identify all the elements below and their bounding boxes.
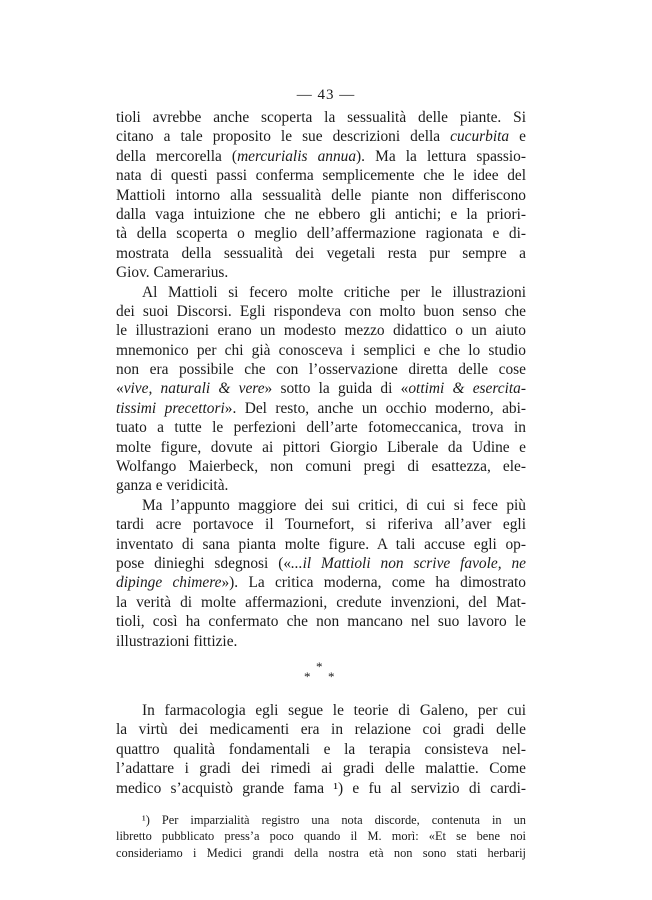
- text-line: dei suoi Discorsi. Egli rispondeva con molto buon senso che: [116, 302, 526, 320]
- text-line: Giov. Camerarius.: [116, 264, 229, 282]
- text-line: tà della scoperta o meglio dell’affermazione ragionata e di-: [116, 225, 526, 243]
- text-line: tissimi precettori». Del resto, anche un occhio moderno, abi-: [116, 399, 527, 417]
- asterisk-ornament: *: [328, 668, 335, 684]
- text-line: l’adattare i gradi dei rimedi ai gradi delle malattie. Come: [116, 760, 526, 778]
- text-line: tioli, così ha confermato che non mancano nel suo lavoro le: [116, 613, 526, 631]
- text-line: inventato di sana pianta molte figure. A tali accuse egli op-: [116, 535, 526, 553]
- text-line: le illustrazioni erano un modesto mezzo didattico o un aiuto: [116, 322, 526, 340]
- text-line: della mercorella (mercurialis annua). Ma la lettura spassio-: [116, 147, 526, 165]
- text-line: In farmacologia egli segue le teorie di Galeno, per cui: [142, 701, 526, 719]
- text-line: nata di questi passi conferma semplicemente che le idee del: [116, 167, 526, 185]
- text-line: tardi acre portavoce il Tournefort, si riferiva all’aver egli: [116, 516, 526, 534]
- text-line: mnemonico per chi già conosceva i semplici e che lo studio: [116, 341, 526, 359]
- text-line: quattro qualità fondamentali e la terapia consisteva nel-: [116, 740, 526, 758]
- text-line: tuato a tutte le perfezioni dell’arte fotomeccanica, trova in: [116, 419, 526, 437]
- text-line: Al Mattioli si fecero molte critiche per le illustrazioni: [142, 283, 526, 301]
- text-line: tioli avrebbe anche scoperta la sessualità delle piante. Si: [116, 109, 526, 126]
- text-line: ganza e veridicità.: [116, 477, 229, 495]
- text-line: dipinge chimere»). La critica moderna, come ha dimostrato: [116, 574, 526, 592]
- page-number: — 43 —: [296, 87, 356, 103]
- text-line: Wolfango Maierbeck, non comuni pregi di esattezza, ele-: [116, 458, 526, 476]
- text-line: medico s’acquistò grande fama ¹) e fu al servizio di cardi-: [116, 779, 526, 797]
- text-line: la virtù dei medicamenti era in relazione coi gradi delle: [116, 721, 526, 739]
- footnote-line: libretto pubblicato press’a poco quando il M. morì: «Et se bene noi: [116, 829, 526, 844]
- text-line: illustrazioni fittizie.: [116, 632, 238, 650]
- asterisk-ornament: *: [316, 658, 323, 674]
- body-text: [116, 108, 526, 861]
- text-line: molte figure, dovute ai pittori Giorgio Liberale da Udine e: [116, 438, 526, 456]
- text-line: citano a tale proposito le sue descrizioni della cucurbita e: [116, 128, 526, 146]
- paragraph-sessualita: [116, 108, 526, 283]
- asterisk-ornament: *: [304, 668, 311, 684]
- footnote-line: consideriamo i Medici grandi della nostra età non sono stati herbarij: [116, 845, 526, 860]
- footnote: [116, 812, 526, 862]
- section-separator: [116, 659, 526, 697]
- text-line: pose dinieghi sdegnosi («...il Mattioli non scrive favole, ne: [116, 554, 526, 572]
- text-line: Mattioli intorno alla sessualità delle piante non differiscono: [116, 186, 526, 204]
- footnote-line: ¹) Per imparzialità registro una nota discorde, contenuta in un: [142, 812, 526, 827]
- paragraph-illustrazioni: [116, 283, 526, 496]
- paragraph-critici: [116, 496, 526, 651]
- paragraph-farmacologia: [116, 701, 526, 798]
- text-line: dalla vaga intuizione che ne ebbero gli antichi; e la priori-: [116, 205, 526, 223]
- text-line: non era possibile che con l’osservazione diretta delle cose: [116, 361, 526, 379]
- text-line: «vive, naturali & vere» sotto la guida di «ottimi & esercita-: [116, 380, 526, 398]
- text-line: la verità di molte affermazioni, credute invenzioni, del Mat-: [116, 593, 526, 611]
- text-line: Ma l’appunto maggiore dei sui critici, di cui si fece più: [142, 496, 526, 514]
- text-line: mostrata della sessualità dei vegetali resta pur sempre a: [116, 244, 526, 262]
